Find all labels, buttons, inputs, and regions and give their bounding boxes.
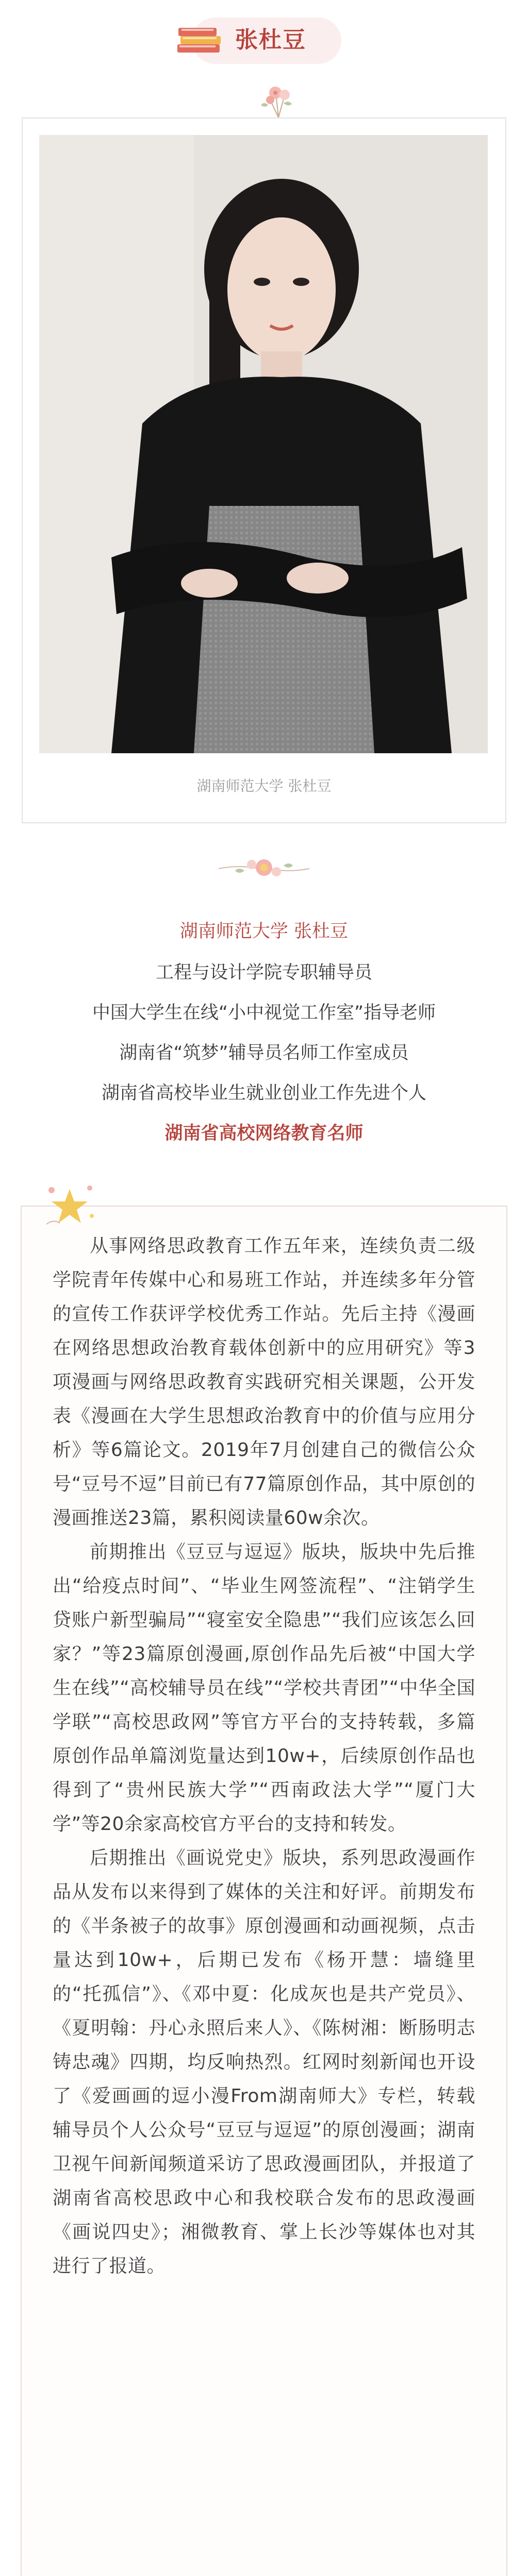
photo-caption: 湖南师范大学 张杜豆: [196, 777, 332, 794]
person-name: 张杜豆: [235, 27, 306, 53]
intro-school-name: 湖南师范大学 张杜豆: [179, 921, 349, 942]
intro-instructor: 中国大学生在线“小中视觉工作室”指导老师: [92, 1003, 436, 1023]
flower-bouquet-icon: [258, 72, 299, 118]
intro-title: 湖南省高校网络教育名师: [164, 1123, 364, 1144]
portrait-illustration: [39, 135, 488, 753]
body-paragraph: 前期推出《豆豆与逗逗》版块，版块中先后推出“给疫点时间”、“毕业生网签流程”、“注销学生贷账户新型骗局”“寝室安全隐患”“我们应该怎么回家？”等23篇原创漫画,原创作品先后被“中国大学生在线”“高校辅导员在线”“学校共青团”“中华全国学联”“高校思政网”等官方平台的支持转载，多篇原创作品单篇浏览量达到10w+，后续原创作品也得到了“贵州民族大学”“西南政法大学”“厦门大学”等20余家高校官方平台的支持和转发。: [53, 1541, 475, 1835]
intro-position: 工程与设计学院专职辅导员: [155, 962, 372, 983]
body-text: [53, 1229, 475, 2283]
book-stack-icon: [173, 18, 230, 59]
star-flower-icon: [41, 1180, 98, 1231]
intro-award: 湖南省高校毕业生就业创业工作先进个人: [101, 1083, 426, 1104]
portrait-photo: [39, 135, 488, 753]
flower-divider-icon: [213, 850, 315, 886]
body-paragraph: 后期推出《画说党史》版块，系列思政漫画作品从发布以来得到了媒体的关注和好评。前期发布的《半条被子的故事》原创漫画和动画视频，点击量达到10w+，后期已发布《杨开慧：墙缝里的“托孤信”》、《邓中夏：化成灰也是共产党员》、《夏明翰：丹心永照后来人》、《陈树湘：断肠明志铸忠魂》四期，均反响热烈。红网时刻新闻也开设了《爱画画的逗小漫From湖南师大》专栏，转载辅导员个人公众号“豆豆与逗逗”的原创漫画；湖南卫视午间新闻频道采访了思政漫画团队，并报道了湖南省高校思政中心和我校联合发布的思政漫画《画说四史》；湘微教育、掌上长沙等媒体也对其进行了报道。: [53, 1848, 475, 2277]
intro-studio-member: 湖南省“筑梦”辅导员名师工作室成员: [119, 1043, 409, 1063]
body-paragraph: 从事网络思政教育工作五年来，连续负责二级学院青年传媒中心和易班工作站，并连续多年分管的宣传工作获评学校优秀工作站。先后主持《漫画在网络思想政治教育载体创新中的应用研究》等3项漫画与网络思政教育实践研究相关课题，公开发表《漫画在大学生思想政治教育中的价值与应用分析》等6篇论文。2019年7月创建自己的微信公众号“豆号不逗”目前已有77篇原创作品，其中原创的漫画推送23篇，累积阅读量60w余次。: [53, 1235, 475, 1529]
